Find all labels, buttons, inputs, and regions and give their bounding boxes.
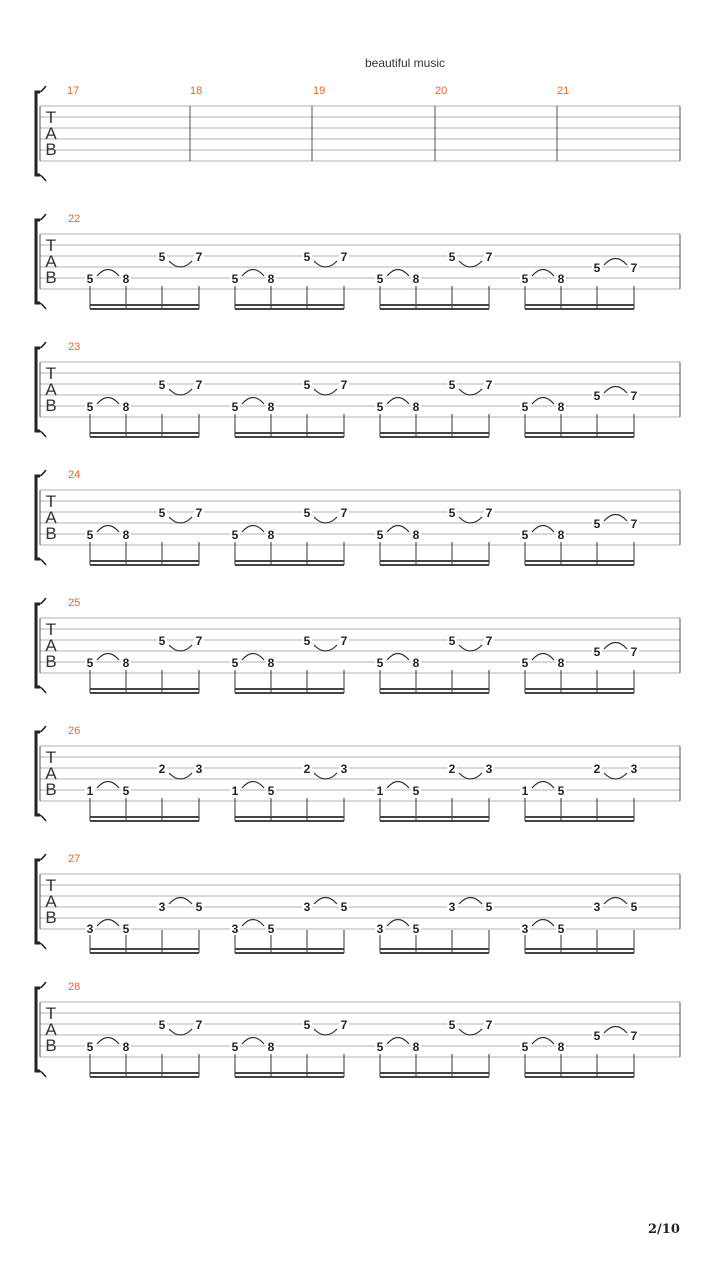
slur-arc (532, 654, 554, 661)
fret-number: 7 (340, 1018, 348, 1032)
tab-clef-letter: A (45, 252, 57, 271)
fret-number: 2 (303, 762, 311, 776)
fret-number: 1 (521, 784, 529, 798)
bracket-bottom-hook (40, 943, 46, 949)
tab-clef-letter: A (45, 892, 57, 911)
fret-number: 7 (630, 517, 638, 531)
bracket-top-hook (40, 854, 46, 860)
slur-arc (314, 1029, 337, 1035)
fret-number: 7 (630, 389, 638, 403)
slur-arc (314, 898, 337, 905)
slur-arc (532, 270, 554, 277)
fret-number: 5 (448, 506, 456, 520)
fret-number: 3 (376, 922, 384, 936)
measure-number: 27 (68, 853, 81, 865)
fret-number: 8 (267, 1040, 275, 1054)
fret-number: 5 (521, 1040, 529, 1054)
fret-number: 7 (195, 250, 203, 264)
system-bracket (36, 348, 40, 431)
fret-number: 7 (485, 250, 493, 264)
fret-number: 5 (376, 272, 384, 286)
score-title: beautiful music (364, 56, 446, 70)
fret-number: 7 (485, 506, 493, 520)
tab-clef-letter: A (45, 508, 57, 527)
slur-arc (314, 645, 337, 651)
fret-number: 5 (557, 784, 565, 798)
fret-number: 8 (122, 272, 130, 286)
bracket-top-hook (40, 726, 46, 732)
fret-number: 5 (86, 272, 94, 286)
fret-number: 7 (630, 645, 638, 659)
tab-clef-letter: B (45, 908, 57, 927)
fret-number: 7 (340, 634, 348, 648)
slur-arc (532, 1038, 554, 1045)
slur-arc (387, 782, 409, 789)
slur-arc (459, 773, 482, 779)
fret-number: 5 (303, 1018, 311, 1032)
fret-number: 5 (231, 656, 239, 670)
system-bracket (36, 732, 40, 815)
fret-number: 5 (122, 922, 130, 936)
fret-number: 5 (521, 272, 529, 286)
slur-arc (459, 389, 482, 395)
slur-arc (97, 782, 119, 789)
fret-number: 5 (448, 1018, 456, 1032)
tab-clef-letter: B (45, 780, 57, 799)
slur-arc (459, 517, 482, 523)
fret-number: 1 (231, 784, 239, 798)
fret-number: 3 (521, 922, 529, 936)
fret-number: 8 (557, 1040, 565, 1054)
fret-number: 5 (303, 378, 311, 392)
fret-number: 5 (231, 1040, 239, 1054)
measure-number: 24 (68, 469, 81, 481)
fret-number: 8 (412, 400, 420, 414)
fret-number: 5 (303, 506, 311, 520)
tab-clef-letter: T (45, 108, 57, 127)
bracket-bottom-hook (40, 431, 46, 437)
fret-number: 3 (231, 922, 239, 936)
measure-number: 19 (313, 85, 326, 97)
bracket-top-hook (40, 86, 46, 92)
fret-number: 2 (158, 762, 166, 776)
fret-number: 8 (412, 656, 420, 670)
slur-arc (604, 515, 627, 522)
fret-number: 8 (122, 656, 130, 670)
fret-number: 5 (303, 634, 311, 648)
fret-number: 5 (231, 400, 239, 414)
fret-number: 8 (557, 656, 565, 670)
fret-number: 5 (158, 1018, 166, 1032)
fret-number: 5 (122, 784, 130, 798)
fret-number: 8 (557, 400, 565, 414)
tab-clef-letter: A (45, 380, 57, 399)
measure-number: 21 (557, 85, 570, 97)
bracket-bottom-hook (40, 815, 46, 821)
fret-number: 8 (267, 528, 275, 542)
slur-arc (169, 1029, 192, 1035)
system-bracket (36, 604, 40, 687)
slur-arc (169, 898, 192, 905)
slur-arc (604, 898, 627, 905)
tab-clef-letter: A (45, 764, 57, 783)
slur-arc (532, 782, 554, 789)
tab-clef-letter: T (45, 748, 57, 767)
slur-arc (242, 782, 264, 789)
system-bracket (36, 860, 40, 943)
tab-clef-letter: B (45, 524, 57, 543)
fret-number: 3 (448, 900, 456, 914)
slur-arc (97, 1038, 119, 1045)
fret-number: 5 (267, 784, 275, 798)
fret-number: 3 (303, 900, 311, 914)
bracket-bottom-hook (40, 1071, 46, 1077)
slur-arc (242, 526, 264, 533)
slur-arc (169, 517, 192, 523)
fret-number: 8 (557, 272, 565, 286)
tab-clef-letter: T (45, 236, 57, 255)
system-bracket (36, 476, 40, 559)
tab-clef-letter: T (45, 364, 57, 383)
fret-number: 2 (448, 762, 456, 776)
bracket-top-hook (40, 470, 46, 476)
bracket-bottom-hook (40, 687, 46, 693)
tab-clef-letter: B (45, 652, 57, 671)
fret-number: 5 (593, 1029, 601, 1043)
fret-number: 5 (158, 634, 166, 648)
fret-number: 5 (303, 250, 311, 264)
slur-arc (97, 654, 119, 661)
fret-number: 7 (340, 378, 348, 392)
tab-clef-letter: T (45, 620, 57, 639)
bracket-bottom-hook (40, 559, 46, 565)
measure-number: 17 (67, 85, 80, 97)
tab-clef-letter: B (45, 140, 57, 159)
fret-number: 5 (521, 528, 529, 542)
slur-arc (169, 645, 192, 651)
fret-number: 2 (593, 762, 601, 776)
fret-number: 5 (158, 378, 166, 392)
fret-number: 5 (485, 900, 493, 914)
measure-number: 25 (68, 597, 81, 609)
fret-number: 7 (195, 378, 203, 392)
slur-arc (387, 526, 409, 533)
fret-number: 5 (630, 900, 638, 914)
fret-number: 5 (593, 261, 601, 275)
fret-number: 8 (122, 528, 130, 542)
slur-arc (314, 517, 337, 523)
slur-arc (387, 270, 409, 277)
bracket-top-hook (40, 214, 46, 220)
slur-arc (459, 1029, 482, 1035)
fret-number: 3 (593, 900, 601, 914)
slur-arc (97, 270, 119, 277)
slur-arc (604, 773, 627, 779)
bracket-top-hook (40, 342, 46, 348)
fret-number: 7 (340, 506, 348, 520)
fret-number: 8 (267, 400, 275, 414)
slur-arc (169, 389, 192, 395)
bracket-bottom-hook (40, 175, 46, 181)
slur-arc (532, 398, 554, 405)
fret-number: 5 (376, 400, 384, 414)
fret-number: 3 (158, 900, 166, 914)
slur-arc (532, 920, 554, 927)
fret-number: 5 (158, 506, 166, 520)
slur-arc (169, 261, 192, 267)
tab-clef-letter: A (45, 124, 57, 143)
slur-arc (97, 526, 119, 533)
fret-number: 8 (412, 528, 420, 542)
tab-clef-letter: B (45, 396, 57, 415)
fret-number: 5 (376, 656, 384, 670)
fret-number: 7 (195, 1018, 203, 1032)
bracket-top-hook (40, 598, 46, 604)
slur-arc (242, 1038, 264, 1045)
fret-number: 5 (195, 900, 203, 914)
fret-number: 5 (593, 645, 601, 659)
tab-clef-letter: T (45, 1004, 57, 1023)
fret-number: 5 (448, 634, 456, 648)
slur-arc (387, 654, 409, 661)
fret-number: 5 (231, 528, 239, 542)
fret-number: 5 (448, 250, 456, 264)
fret-number: 7 (630, 1029, 638, 1043)
tab-clef-letter: B (45, 268, 57, 287)
fret-number: 8 (267, 656, 275, 670)
measure-number: 28 (68, 981, 81, 993)
slur-arc (459, 645, 482, 651)
measure-number: 23 (68, 341, 81, 353)
fret-number: 3 (630, 762, 638, 776)
fret-number: 7 (195, 506, 203, 520)
slur-arc (459, 261, 482, 267)
slur-arc (242, 654, 264, 661)
fret-number: 5 (521, 400, 529, 414)
tab-clef-letter: A (45, 636, 57, 655)
fret-number: 5 (231, 272, 239, 286)
fret-number: 8 (122, 1040, 130, 1054)
fret-number: 5 (557, 922, 565, 936)
system-bracket (36, 220, 40, 303)
fret-number: 5 (340, 900, 348, 914)
fret-number: 5 (267, 922, 275, 936)
slur-arc (242, 270, 264, 277)
page-number: 2/10 (648, 1222, 680, 1237)
tab-clef-letter: B (45, 1036, 57, 1055)
fret-number: 7 (340, 250, 348, 264)
fret-number: 5 (158, 250, 166, 264)
fret-number: 3 (86, 922, 94, 936)
fret-number: 3 (485, 762, 493, 776)
fret-number: 5 (376, 528, 384, 542)
slur-arc (604, 259, 627, 266)
slur-arc (97, 920, 119, 927)
measure-number: 26 (68, 725, 81, 737)
fret-number: 7 (485, 378, 493, 392)
fret-number: 8 (557, 528, 565, 542)
measure-number: 22 (68, 213, 81, 225)
fret-number: 8 (412, 272, 420, 286)
slur-arc (314, 389, 337, 395)
fret-number: 5 (521, 656, 529, 670)
slur-arc (387, 920, 409, 927)
slur-arc (387, 1038, 409, 1045)
slur-arc (97, 398, 119, 405)
slur-arc (314, 773, 337, 779)
fret-number: 8 (412, 1040, 420, 1054)
fret-number: 7 (485, 634, 493, 648)
system-bracket (36, 92, 40, 175)
tab-clef-letter: T (45, 876, 57, 895)
slur-arc (314, 261, 337, 267)
fret-number: 5 (86, 528, 94, 542)
slur-arc (169, 773, 192, 779)
fret-number: 7 (485, 1018, 493, 1032)
slur-arc (242, 920, 264, 927)
fret-number: 7 (630, 261, 638, 275)
fret-number: 5 (412, 922, 420, 936)
fret-number: 7 (195, 634, 203, 648)
system-bracket (36, 988, 40, 1071)
fret-number: 5 (593, 517, 601, 531)
fret-number: 3 (340, 762, 348, 776)
fret-number: 3 (195, 762, 203, 776)
tab-clef-letter: A (45, 1020, 57, 1039)
bracket-top-hook (40, 982, 46, 988)
slur-arc (532, 526, 554, 533)
slur-arc (387, 398, 409, 405)
fret-number: 8 (122, 400, 130, 414)
bracket-bottom-hook (40, 303, 46, 309)
fret-number: 8 (267, 272, 275, 286)
slur-arc (604, 643, 627, 650)
fret-number: 1 (86, 784, 94, 798)
slur-arc (459, 898, 482, 905)
fret-number: 5 (448, 378, 456, 392)
slur-arc (604, 1027, 627, 1034)
tab-clef-letter: T (45, 492, 57, 511)
measure-number: 18 (190, 85, 203, 97)
slur-arc (242, 398, 264, 405)
fret-number: 5 (86, 400, 94, 414)
fret-number: 5 (376, 1040, 384, 1054)
fret-number: 5 (593, 389, 601, 403)
fret-number: 1 (376, 784, 384, 798)
fret-number: 5 (412, 784, 420, 798)
slur-arc (604, 387, 627, 394)
fret-number: 5 (86, 1040, 94, 1054)
fret-number: 5 (86, 656, 94, 670)
measure-number: 20 (435, 85, 448, 97)
